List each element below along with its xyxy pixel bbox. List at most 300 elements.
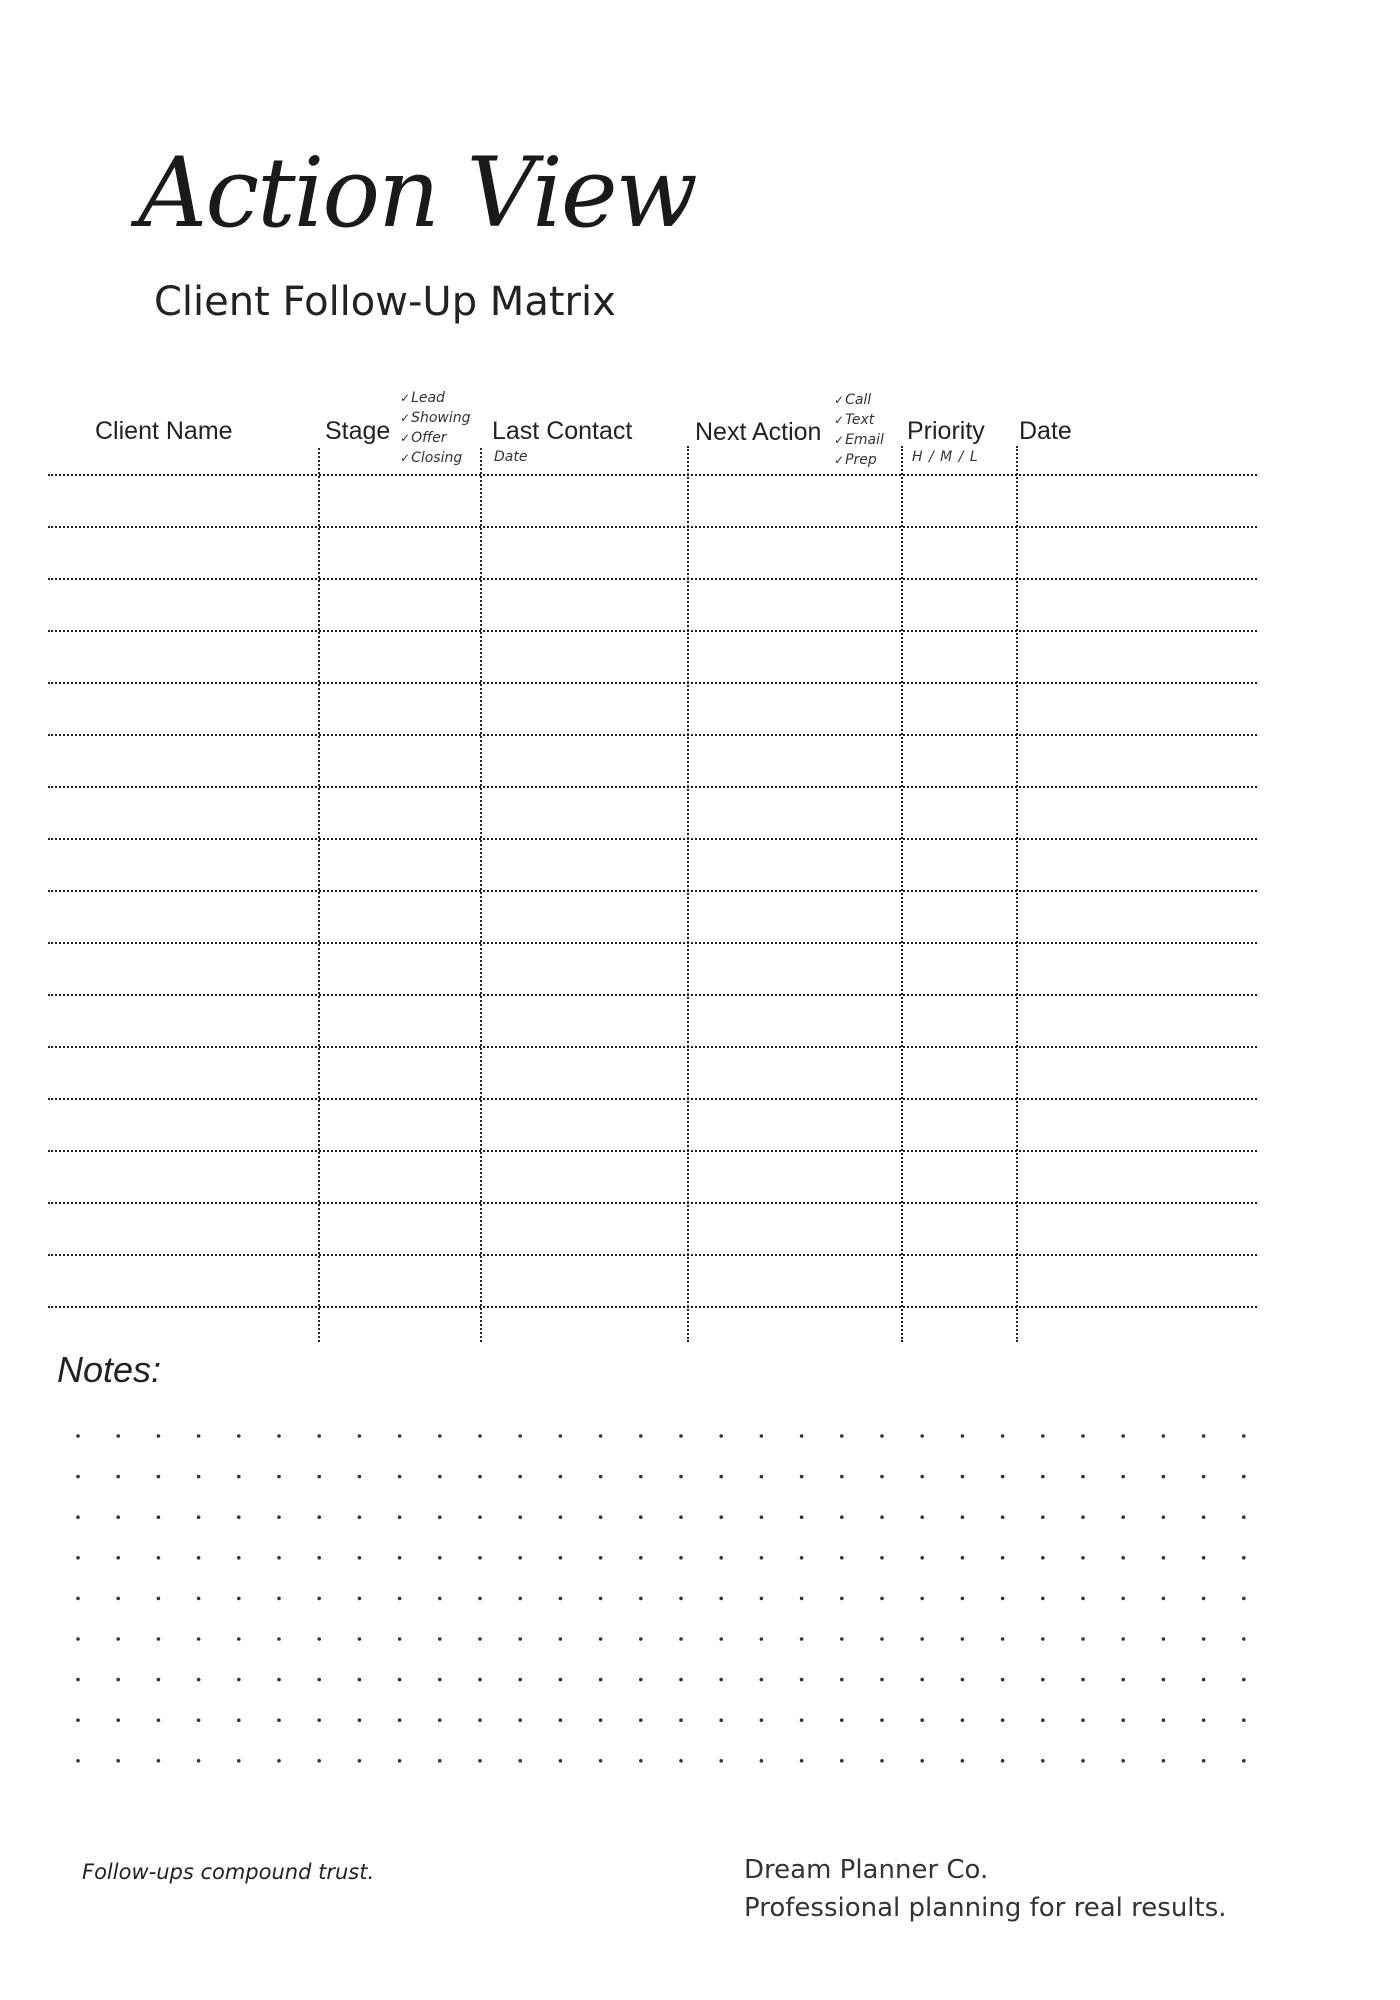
notes-dot [116,1597,120,1601]
notes-dot [237,1597,241,1601]
notes-dot [157,1434,161,1438]
notes-dot [116,1556,120,1560]
notes-dot [599,1515,603,1519]
stage-option: ✓Lead [400,390,445,406]
notes-dot [719,1678,723,1682]
brand-name: Dream Planner Co. [744,1855,989,1885]
column-header-client-name: Client Name [95,417,233,445]
notes-dot [277,1434,281,1438]
notes-dot [76,1637,80,1641]
notes-dot [880,1434,884,1438]
notes-dot [76,1475,80,1479]
notes-dot [1001,1759,1005,1763]
notes-dot [639,1678,643,1682]
notes-dot [559,1556,563,1560]
notes-dot [116,1718,120,1722]
notes-dot [599,1759,603,1763]
notes-dot [880,1718,884,1722]
notes-dot [800,1678,804,1682]
notes-dot [599,1556,603,1560]
notes-dot [1081,1597,1085,1601]
notes-dot [116,1434,120,1438]
notes-dot [961,1678,965,1682]
column-header-last-contact: Last Contact [492,417,633,445]
notes-dot [800,1556,804,1560]
notes-dot [1162,1759,1166,1763]
notes-dot [1202,1556,1206,1560]
notes-dot [1081,1637,1085,1641]
notes-dot [317,1718,321,1722]
notes-dot [1242,1434,1246,1438]
notes-dot [1121,1678,1125,1682]
notes-dot [277,1678,281,1682]
notes-dot [840,1434,844,1438]
notes-dot [1162,1515,1166,1519]
notes-dot [1041,1718,1045,1722]
notes-dot [518,1597,522,1601]
notes-dot [237,1718,241,1722]
notes-dot [1121,1434,1125,1438]
notes-dot [840,1718,844,1722]
notes-dot [438,1434,442,1438]
notes-dot [1041,1759,1045,1763]
checkmark-icon: ✓ [834,393,845,407]
notes-dot [1001,1718,1005,1722]
notes-dot [518,1678,522,1682]
notes-dot [237,1515,241,1519]
notes-dot [1001,1637,1005,1641]
notes-dot [157,1597,161,1601]
notes-dot [438,1597,442,1601]
notes-dot [961,1556,965,1560]
column-header-stage: Stage [325,417,391,445]
notes-dot [237,1434,241,1438]
stage-option: ✓Offer [400,430,447,446]
notes-dot [398,1759,402,1763]
notes-dot [920,1718,924,1722]
notes-dot [76,1678,80,1682]
notes-dot [1041,1678,1045,1682]
notes-dot [157,1475,161,1479]
notes-dot [559,1515,563,1519]
action-option: ✓Prep [834,452,877,468]
notes-dot [1242,1759,1246,1763]
page-title: Action View [138,137,696,249]
notes-dot [1081,1718,1085,1722]
notes-dot [599,1597,603,1601]
notes-dot [961,1759,965,1763]
notes-dot [1202,1434,1206,1438]
checkmark-icon: ✓ [400,391,411,405]
notes-dot [920,1759,924,1763]
notes-dot [1242,1515,1246,1519]
notes-dot [1121,1597,1125,1601]
brand-tagline: Professional planning for real results. [744,1893,1227,1923]
notes-dot [197,1597,201,1601]
notes-dot [1242,1718,1246,1722]
notes-dot [719,1637,723,1641]
notes-dot [920,1637,924,1641]
notes-dot [800,1637,804,1641]
notes-dot [760,1678,764,1682]
notes-dot [1121,1759,1125,1763]
notes-dot [920,1678,924,1682]
stage-option: ✓Showing [400,410,471,426]
notes-dot [277,1475,281,1479]
notes-dot [880,1475,884,1479]
notes-dot [1001,1515,1005,1519]
notes-dot [1001,1475,1005,1479]
notes-dot [317,1515,321,1519]
notes-dot [1202,1597,1206,1601]
notes-dot [478,1759,482,1763]
notes-dot [1162,1678,1166,1682]
notes-dot [961,1637,965,1641]
notes-dot [840,1515,844,1519]
notes-dot [880,1556,884,1560]
notes-dot [639,1759,643,1763]
notes-dot [197,1475,201,1479]
notes-dot [559,1434,563,1438]
notes-dot [1121,1475,1125,1479]
notes-dot [1162,1556,1166,1560]
notes-dot [679,1759,683,1763]
notes-dot [317,1597,321,1601]
notes-dot [920,1475,924,1479]
notes-dot [157,1718,161,1722]
notes-dot [1242,1556,1246,1560]
column-header-next-action: Next Action [695,418,822,446]
notes-dot [398,1515,402,1519]
notes-dot [559,1759,563,1763]
notes-dot [679,1678,683,1682]
notes-dot [76,1434,80,1438]
notes-dot [639,1475,643,1479]
notes-dot [760,1759,764,1763]
notes-dot [1081,1434,1085,1438]
notes-dot [920,1515,924,1519]
notes-dot [961,1718,965,1722]
page-subtitle: Client Follow-Up Matrix [154,279,616,325]
notes-dot [920,1556,924,1560]
notes-dot [1242,1637,1246,1641]
notes-dot [398,1434,402,1438]
notes-dot [478,1718,482,1722]
notes-dot [197,1556,201,1560]
notes-dot [1041,1515,1045,1519]
notes-dot [277,1718,281,1722]
notes-dot [719,1475,723,1479]
notes-dot [157,1515,161,1519]
notes-dot [157,1759,161,1763]
notes-dot [518,1475,522,1479]
notes-dot [358,1637,362,1641]
notes-dot [1081,1759,1085,1763]
notes-dot [679,1637,683,1641]
notes-dot [880,1597,884,1601]
notes-dot [398,1718,402,1722]
notes-dot [800,1475,804,1479]
notes-dot [639,1434,643,1438]
notes-dot [639,1637,643,1641]
notes-dot [1162,1475,1166,1479]
checkmark-icon: ✓ [834,433,845,447]
notes-dot [358,1515,362,1519]
notes-dot [1162,1597,1166,1601]
notes-dot [277,1637,281,1641]
notes-dot [358,1759,362,1763]
notes-dot [679,1556,683,1560]
notes-dot [679,1475,683,1479]
notes-dot [478,1556,482,1560]
notes-dot [639,1718,643,1722]
notes-dot [1041,1637,1045,1641]
notes-dot [760,1718,764,1722]
checkmark-icon: ✓ [400,411,411,425]
notes-dot [961,1597,965,1601]
notes-dot [639,1597,643,1601]
notes-dot [157,1637,161,1641]
notes-dot [1242,1678,1246,1682]
notes-dot [1041,1434,1045,1438]
notes-dot [639,1556,643,1560]
notes-dot [478,1515,482,1519]
notes-dot [438,1637,442,1641]
notes-dot [1242,1475,1246,1479]
notes-dot [358,1597,362,1601]
notes-dot [518,1718,522,1722]
notes-dot [157,1678,161,1682]
notes-dot [478,1637,482,1641]
notes-dot [358,1434,362,1438]
notes-dot [398,1678,402,1682]
notes-dot [76,1759,80,1763]
notes-dot [719,1759,723,1763]
notes-dot [1081,1515,1085,1519]
notes-dot [840,1556,844,1560]
notes-label: Notes: [57,1349,162,1390]
notes-dot [679,1434,683,1438]
notes-dot [559,1475,563,1479]
checkmark-icon: ✓ [400,431,411,445]
column-header-date: Date [1019,417,1072,445]
notes-dot [559,1718,563,1722]
notes-dot [478,1678,482,1682]
notes-dot [599,1434,603,1438]
notes-dot [518,1515,522,1519]
notes-dot [438,1718,442,1722]
notes-dot [1041,1597,1045,1601]
notes-dot [1001,1678,1005,1682]
action-option: ✓Call [834,392,872,408]
notes-dot [599,1475,603,1479]
notes-dot [438,1678,442,1682]
notes-dot [398,1637,402,1641]
notes-dot [317,1556,321,1560]
notes-dot [840,1637,844,1641]
notes-dot [1162,1637,1166,1641]
notes-dot [719,1718,723,1722]
notes-dot [559,1637,563,1641]
notes-dot [237,1759,241,1763]
notes-dot [1202,1515,1206,1519]
notes-dot [1081,1556,1085,1560]
notes-dot [116,1475,120,1479]
notes-dot [438,1475,442,1479]
notes-dot [1202,1637,1206,1641]
notes-dot [719,1515,723,1519]
notes-dot [1202,1759,1206,1763]
notes-dot [1001,1597,1005,1601]
notes-dot [116,1637,120,1641]
notes-dot [719,1556,723,1560]
notes-dot [317,1678,321,1682]
notes-dot [760,1556,764,1560]
notes-dot [800,1718,804,1722]
notes-dot [1121,1515,1125,1519]
notes-dot [317,1759,321,1763]
notes-dot [639,1515,643,1519]
notes-dot [478,1434,482,1438]
notes-dot [116,1678,120,1682]
notes-dot [317,1637,321,1641]
notes-dot [197,1637,201,1641]
notes-dot [518,1556,522,1560]
notes-dot [237,1475,241,1479]
column-header-priority: Priority [907,417,985,445]
notes-dot [518,1434,522,1438]
notes-dot [277,1759,281,1763]
notes-dot [800,1597,804,1601]
notes-dot [438,1759,442,1763]
last-contact-hint: Date [494,449,528,465]
notes-dot [1041,1475,1045,1479]
notes-dot [840,1759,844,1763]
notes-dot [237,1556,241,1560]
notes-dot [76,1718,80,1722]
priority-hint: H / M / L [912,449,979,465]
notes-dot [277,1597,281,1601]
action-option: ✓Text [834,412,875,428]
notes-dot [398,1556,402,1560]
notes-dot [559,1678,563,1682]
notes-dot [116,1515,120,1519]
notes-dot [880,1759,884,1763]
notes-dot [800,1759,804,1763]
notes-dot [760,1637,764,1641]
notes-dot [398,1475,402,1479]
notes-dot [1242,1597,1246,1601]
notes-dot [438,1556,442,1560]
notes-dot [358,1475,362,1479]
checkmark-icon: ✓ [834,453,845,467]
notes-dot [317,1434,321,1438]
notes-dot [800,1515,804,1519]
notes-dot [719,1434,723,1438]
notes-dot [1162,1718,1166,1722]
notes-dot [358,1556,362,1560]
notes-dot [157,1556,161,1560]
checkmark-icon: ✓ [400,451,411,465]
notes-dot [518,1759,522,1763]
notes-dot [1001,1556,1005,1560]
notes-dot [1121,1718,1125,1722]
notes-dot [1202,1718,1206,1722]
notes-dot [76,1556,80,1560]
notes-dot [760,1597,764,1601]
notes-dot [599,1637,603,1641]
notes-dot [1041,1556,1045,1560]
checkmark-icon: ✓ [834,413,845,427]
notes-dot [880,1678,884,1682]
notes-dot [197,1678,201,1682]
notes-dot [961,1475,965,1479]
notes-dot [760,1434,764,1438]
notes-dot [197,1515,201,1519]
notes-dot [920,1434,924,1438]
action-option: ✓Email [834,432,884,448]
notes-dot [760,1515,764,1519]
notes-dot [961,1434,965,1438]
notes-dot [197,1434,201,1438]
notes-dot [358,1678,362,1682]
notes-dot [237,1637,241,1641]
notes-dot [800,1434,804,1438]
notes-dot [317,1475,321,1479]
notes-dot [840,1475,844,1479]
notes-dot [719,1597,723,1601]
notes-dot [197,1718,201,1722]
notes-dot [679,1597,683,1601]
notes-dot [559,1597,563,1601]
notes-dot [1121,1556,1125,1560]
notes-dot [1001,1434,1005,1438]
notes-dot [1121,1637,1125,1641]
notes-dot [358,1718,362,1722]
notes-dot [880,1515,884,1519]
notes-dot [1162,1434,1166,1438]
footer-quote: Follow-ups compound trust. [82,1860,375,1884]
notes-dot [1081,1678,1085,1682]
notes-dot [840,1678,844,1682]
notes-dot [599,1718,603,1722]
notes-dot [438,1515,442,1519]
stage-option: ✓Closing [400,450,463,466]
notes-dot [961,1515,965,1519]
notes-dot [518,1637,522,1641]
notes-dot [116,1759,120,1763]
notes-dot [679,1718,683,1722]
notes-dot [76,1597,80,1601]
notes-dot [880,1637,884,1641]
notes-dot [398,1597,402,1601]
notes-dot [1202,1678,1206,1682]
notes-dot [478,1475,482,1479]
notes-dot [197,1759,201,1763]
notes-dot [76,1515,80,1519]
notes-dot [599,1678,603,1682]
notes-dot [920,1597,924,1601]
notes-dot [277,1556,281,1560]
notes-dot [277,1515,281,1519]
notes-dot [478,1597,482,1601]
notes-dot [760,1475,764,1479]
notes-dot [237,1678,241,1682]
notes-dot [840,1597,844,1601]
notes-dot [679,1515,683,1519]
notes-dot [1081,1475,1085,1479]
notes-dot [1202,1475,1206,1479]
